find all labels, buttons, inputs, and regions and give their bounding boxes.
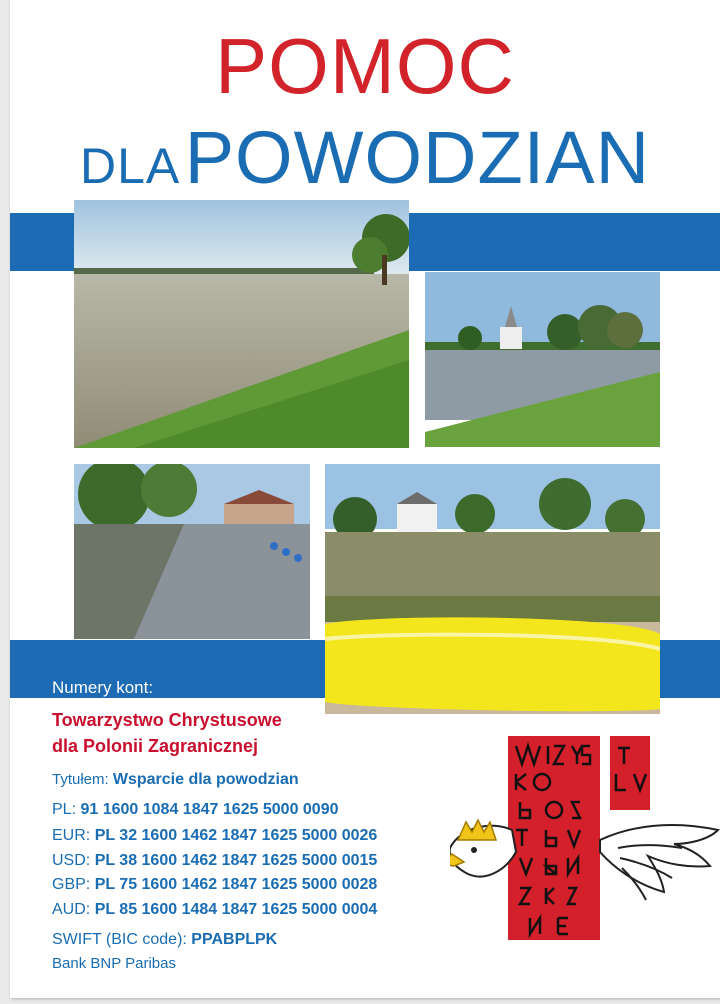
account-row-gbp: [52, 875, 377, 895]
title-powodzian: POWODZIAN: [184, 116, 651, 199]
account-number: PL 32 1600 1462 1847 1625 5000 0026: [94, 827, 378, 844]
account-number: 91 1600 1084 1847 1625 5000 0090: [80, 801, 339, 818]
account-row-usd: [52, 851, 377, 871]
account-label: GBP:: [52, 876, 91, 893]
account-number: PL 75 1600 1462 1847 1625 5000 0028: [94, 876, 378, 893]
swift-code: PPABPLPK: [191, 931, 278, 948]
account-number: PL 38 1600 1462 1847 1625 5000 0015: [94, 852, 378, 869]
flooded-street-photo: [74, 464, 310, 639]
swift-row: [52, 930, 277, 950]
account-label: PL:: [52, 801, 77, 818]
bank-name: Bank BNP Paribas: [52, 955, 176, 972]
account-number: PL 85 1600 1484 1847 1625 5000 0004: [94, 901, 378, 918]
account-label: EUR:: [52, 827, 91, 844]
poster: [10, 0, 720, 998]
account-label: USD:: [52, 852, 91, 869]
society-emblem: [450, 728, 720, 946]
account-row-pl: [52, 800, 339, 820]
eagle-wing-icon: [600, 825, 718, 900]
transfer-title-value: Wsparcie dla powodzian: [112, 771, 299, 788]
title-pomoc: POMOC: [215, 22, 515, 110]
account-row-eur: [52, 826, 377, 846]
flooded-village-church-photo: [425, 272, 660, 447]
title-dla: DLA: [79, 138, 181, 194]
flooded-fields-photo: [74, 200, 409, 448]
transfer-title-row: [52, 770, 299, 790]
account-row-aud: [52, 900, 377, 920]
accounts-heading: Numery kont:: [52, 678, 154, 697]
eagle-head-icon: [450, 820, 516, 877]
transfer-title-label: Tytułem:: [52, 771, 109, 788]
account-label: AUD:: [52, 901, 91, 918]
swift-label: SWIFT (BIC code):: [52, 931, 187, 948]
org-name-line2: dla Polonii Zagranicznej: [52, 736, 259, 756]
org-name-line1: Towarzystwo Chrystusowe: [52, 710, 282, 730]
flooded-houses-barrier-photo: [325, 464, 660, 714]
